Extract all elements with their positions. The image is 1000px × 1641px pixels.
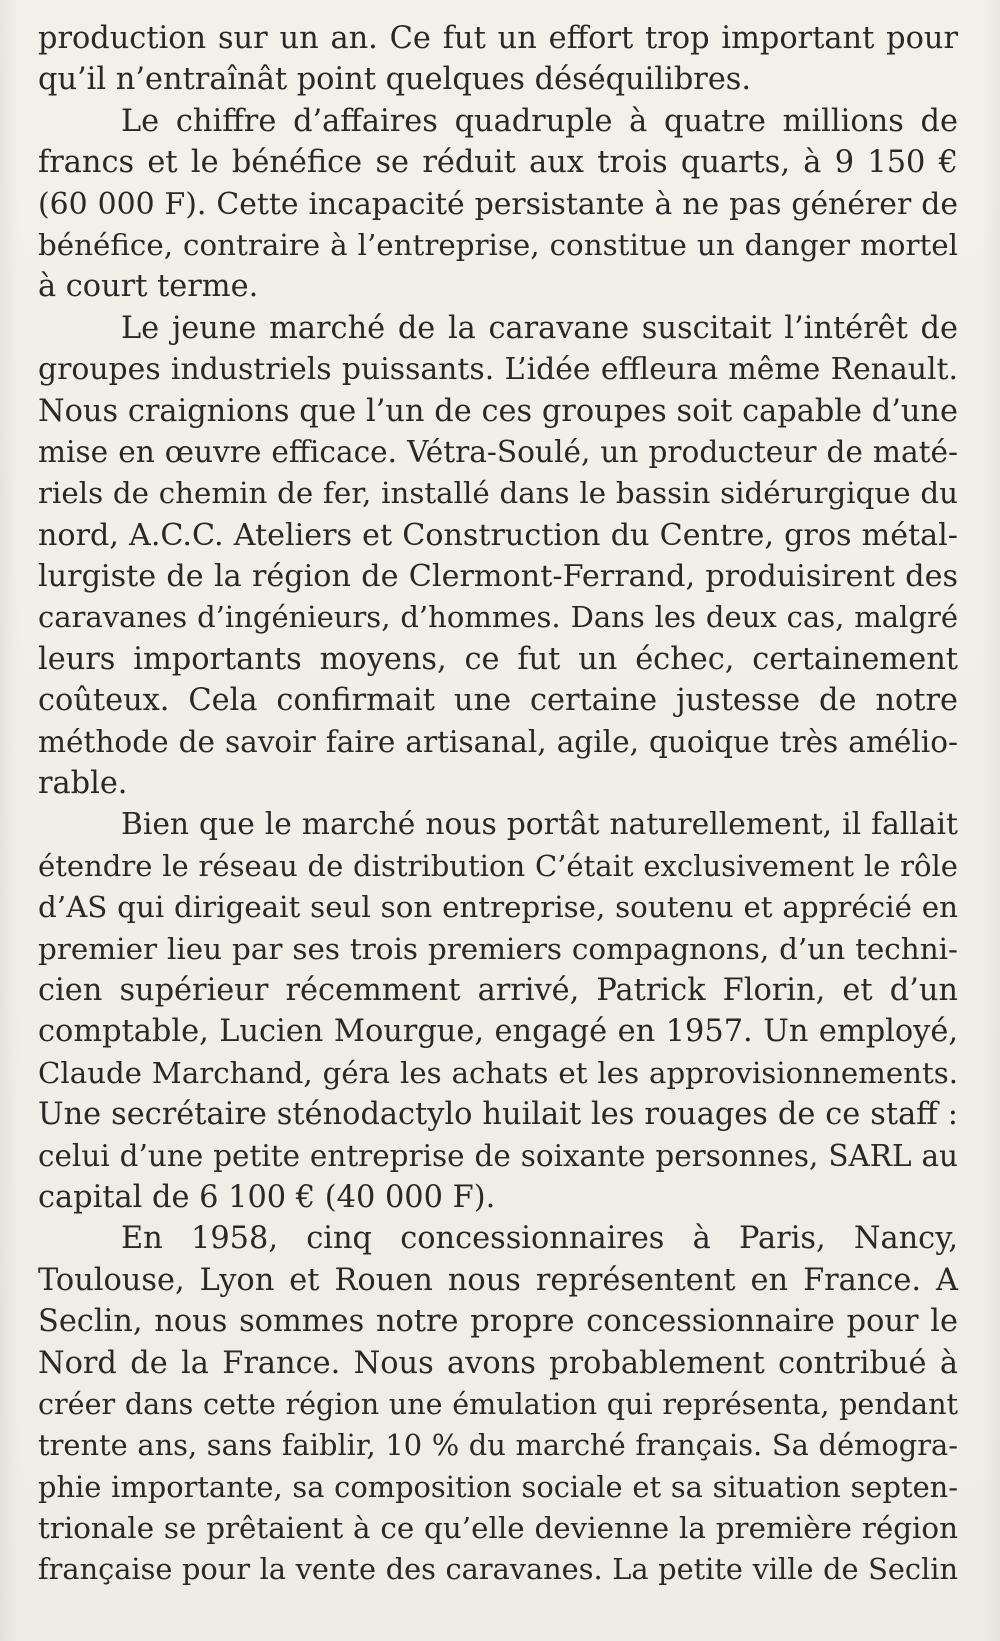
text-line: qu’il n’entraînât point quelques déséquilibres. xyxy=(38,62,752,98)
paragraph-first-line: Bien que le marché nous portât naturellement, il fallait xyxy=(121,807,958,843)
text-line: trente ans, sans faiblir, 10 % du marché français. Sa démogra- xyxy=(38,1428,958,1463)
text-line: Nord de la France. Nous avons probablement contribué à xyxy=(38,1345,958,1381)
text-line: nord, A.C.C. Ateliers et Construction du Centre, gros métal- xyxy=(38,517,958,553)
text-line: à court terme. xyxy=(38,269,259,305)
text-line: riels de chemin de fer, installé dans le bassin sidérurgique du xyxy=(38,476,958,511)
text-line: créer dans cette région une émulation qui représenta, pendant xyxy=(38,1386,958,1421)
text-line: trionale se prêtaient à ce qu’elle devienne la première région xyxy=(38,1511,958,1546)
text-line: Toulouse, Lyon et Rouen nous représentent en France. A xyxy=(38,1262,958,1298)
text-line: production sur un an. Ce fut un effort trop important pour xyxy=(38,21,958,56)
paragraph-first-line: Le chiffre d’affaires quadruple à quatre millions de xyxy=(121,103,958,139)
text-line: leurs importants moyens, ce fut un échec, certainement xyxy=(38,641,958,677)
text-line: Seclin, nous sommes notre propre concessionnaire pour le xyxy=(38,1304,958,1340)
text-line: premier lieu par ses trois premiers compagnons, d’un techni- xyxy=(38,931,958,966)
text-line: (60 000 F). Cette incapacité persistante à ne pas générer de xyxy=(38,186,958,222)
text-line: étendre le réseau de distribution C’était exclusivement le rôle xyxy=(38,848,958,883)
paragraph-first-line: Le jeune marché de la caravane suscitait l’intérêt de xyxy=(121,310,958,346)
text-line: mise en œuvre efficace. Vétra-Soulé, un producteur de maté- xyxy=(38,434,958,469)
paragraph-first-line: En 1958, cinq concessionnaires à Paris, Nancy, xyxy=(121,1221,958,1257)
text-line: comptable, Lucien Mourgue, engagé en 1957. Un employé, xyxy=(38,1014,958,1050)
text-line: groupes industriels puissants. L’idée effleura même Renault. xyxy=(38,352,958,388)
text-line: bénéfice, contraire à l’entreprise, constitue un danger mortel xyxy=(38,227,958,262)
text-line: capital de 6 100 € (40 000 F). xyxy=(38,1179,496,1215)
text-line: phie importante, sa composition sociale et sa situation septen- xyxy=(38,1469,958,1504)
text-line: Claude Marchand, géra les achats et les approvisionnements. xyxy=(38,1055,958,1090)
text-line: celui d’une petite entreprise de soixante personnes, SARL au xyxy=(38,1138,958,1173)
text-line: cien supérieur récemment arrivé, Patrick Florin, et d’un xyxy=(38,972,958,1008)
text-line: française pour la vente des caravanes. La petite ville de Seclin xyxy=(38,1552,958,1587)
text-line: francs et le bénéfice se réduit aux trois quarts, à 9 150 € xyxy=(38,145,958,181)
text-line: Nous craignions que l’un de ces groupes soit capable d’une xyxy=(38,393,958,429)
text-line: rable. xyxy=(38,766,128,802)
text-line: lurgiste de la région de Clermont-Ferrand, produisirent des xyxy=(38,559,958,595)
text-line: méthode de savoir faire artisanal, agile, quoique très amélio- xyxy=(38,724,958,759)
body-text xyxy=(38,18,958,1591)
text-line: coûteux. Cela confirmait une certaine justesse de notre xyxy=(38,683,958,719)
text-line: d’AS qui dirigeait seul son entreprise, soutenu et apprécié en xyxy=(38,890,958,925)
text-line: Une secrétaire sténodactylo huilait les rouages de ce staff : xyxy=(38,1097,958,1133)
text-line: caravanes d’ingénieurs, d’hommes. Dans les deux cas, malgré xyxy=(38,600,958,635)
